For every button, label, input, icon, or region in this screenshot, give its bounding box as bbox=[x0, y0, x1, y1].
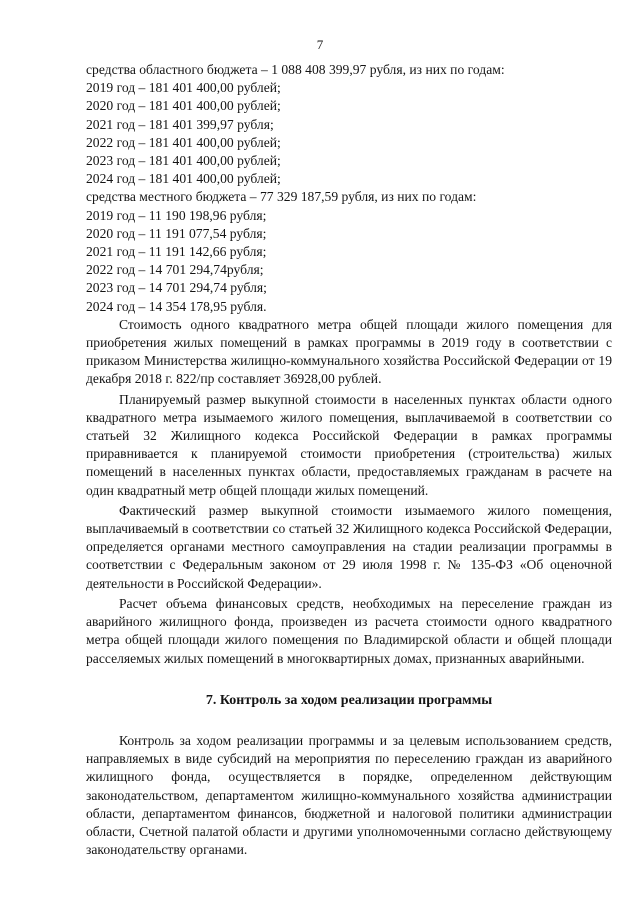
budget-line: 2020 год – 11 191 077,54 рубля; bbox=[86, 225, 267, 241]
budget-line: 2019 год – 11 190 198,96 рубля; bbox=[86, 207, 267, 223]
budget-line: средства местного бюджета – 77 329 187,59 рубля, из них по годам: bbox=[86, 189, 477, 205]
paragraph-financial-calculation: Расчет объема финансовых средств, необходимых на переселение граждан из аварийного жилищного фонда, произведен из расчета стоимости одного квадратного метра общей площади жилого помещения по Владимирской области и общей площади расселяемых жилых помещений в многоквартирных домах, признанных аварийными. bbox=[86, 595, 612, 666]
budget-line: 2021 год – 181 401 399,97 рубля; bbox=[86, 116, 274, 132]
budget-line: 2019 год – 181 401 400,00 рублей; bbox=[86, 80, 281, 96]
paragraph-sqm-cost: Стоимость одного квадратного метра общей площади жилого помещения для приобретения жилых помещений в рамках программы в 2019 году в соответствии с приказом Министерства жилищно-коммунального хозяйства Российской Федерации от 19 декабря 2018 г. 822/пр составляет 36928,00 рублей. bbox=[86, 316, 612, 387]
paragraph-program-control: Контроль за ходом реализации программы и за целевым использованием средств, направляемых в виде субсидий на мероприятия по переселению граждан из аварийного жилищного фонда, осуществляется в порядке, определенном действующим законодательством, департаментом жилищно-коммунального хозяйства администрации области, департаментом финансов, бюджетной и налоговой политики администрации области, Счетной палатой области и другими уполномоченными согласно действующему законодательству органами. bbox=[86, 732, 612, 858]
budget-line: средства областного бюджета – 1 088 408 399,97 рубля, из них по годам: bbox=[86, 62, 505, 77]
paragraph-actual-redemption: Фактический размер выкупной стоимости изымаемого жилого помещения, выплачиваемый в соответствии со статьей 32 Жилищного кодекса Российской Федерации, определяется органами местного самоуправления на стадии реализации программы в соответствии с Федеральным законом от 29 июля 1998 г. № 135-ФЗ «Об оценочной деятельности в Российской Федерации». bbox=[86, 502, 612, 591]
budget-line: 2022 год – 14 701 294,74рубля; bbox=[86, 262, 264, 278]
budget-line: 2024 год – 14 354 178,95 рубля. bbox=[86, 298, 267, 314]
budget-line: 2022 год – 181 401 400,00 рублей; bbox=[86, 134, 281, 150]
page-number: 7 bbox=[316, 37, 324, 52]
budget-line: 2023 год – 14 701 294,74 рубля; bbox=[86, 280, 267, 296]
budget-line: 2021 год – 11 191 142,66 рубля; bbox=[86, 244, 267, 260]
budget-line: 2024 год – 181 401 400,00 рублей; bbox=[86, 171, 281, 187]
budget-line: 2023 год – 181 401 400,00 рублей; bbox=[86, 153, 281, 169]
section-title: 7. Контроль за ходом реализации программы bbox=[205, 692, 493, 708]
budget-line: 2020 год – 181 401 400,00 рублей; bbox=[86, 98, 281, 114]
paragraph-planned-redemption: Планируемый размер выкупной стоимости в населенных пунктах области одного квадратного метра изымаемого жилого помещения, выплачиваемой в соответствии со статьей 32 Жилищного кодекса Российской Федерации в рамках программы приравнивается к планируемой стоимости приобретения (строительства) жилых помещений в населенных пунктах области, предоставляемых гражданам в расчете на один квадратный метр общей площади жилых помещений. bbox=[86, 391, 612, 498]
page-content bbox=[86, 61, 612, 859]
